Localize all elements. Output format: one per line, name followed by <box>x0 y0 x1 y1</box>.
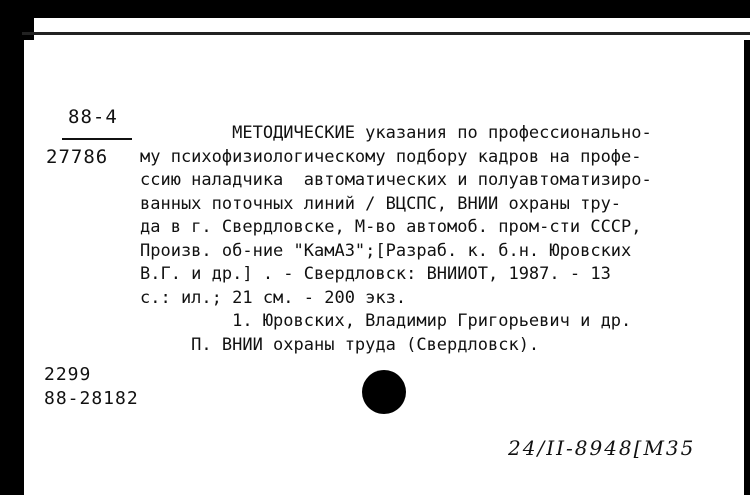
accession-code-1: 2299 <box>44 364 92 385</box>
entry-line: МЕТОДИЧЕСКИЕ указания по профессионально- <box>140 123 652 143</box>
entry-line: 1. Юровских, Владимир Григорьевич и др. <box>140 311 632 331</box>
scan-edge-top <box>0 0 750 18</box>
entry-line: с.: ил.; 21 см. - 200 экз. <box>140 287 407 308</box>
entry-line: В.Г. и др.] . - Свердловск: ВНИИОТ, 1987. - 13 <box>140 264 611 284</box>
entry-line: Произв. об-ние "КамАЗ";[Разраб. к. б.н. Юровских <box>140 240 632 261</box>
entry-line: му психофизиологическому подбору кадров на профе- <box>140 146 642 167</box>
handwritten-note: 24/II-8948[M35 <box>508 436 696 460</box>
entry-line: П. ВНИИ охраны труда (Свердловск). <box>140 334 540 355</box>
entry-line: ссию наладчика автоматических и полуавтоматизиро- <box>140 170 652 190</box>
call-number-top: 88-4 <box>68 106 118 128</box>
card-top-rule <box>22 32 750 35</box>
entry-line: ванных поточных линий / ВЦСПС, ВНИИ охраны тру- <box>140 193 622 214</box>
punch-hole <box>362 370 406 414</box>
scan-edge-left <box>0 0 24 495</box>
scan-edge-right <box>744 40 750 495</box>
entry-line: да в г. Свердловске, М-во автомоб. пром-сти СССР, <box>140 217 642 237</box>
accession-code-2: 88-28182 <box>44 388 139 409</box>
call-number-divider <box>62 138 132 140</box>
call-number-bottom: 27786 <box>46 146 109 168</box>
scan-edge-notch <box>24 18 34 40</box>
bibliographic-entry <box>140 122 740 357</box>
